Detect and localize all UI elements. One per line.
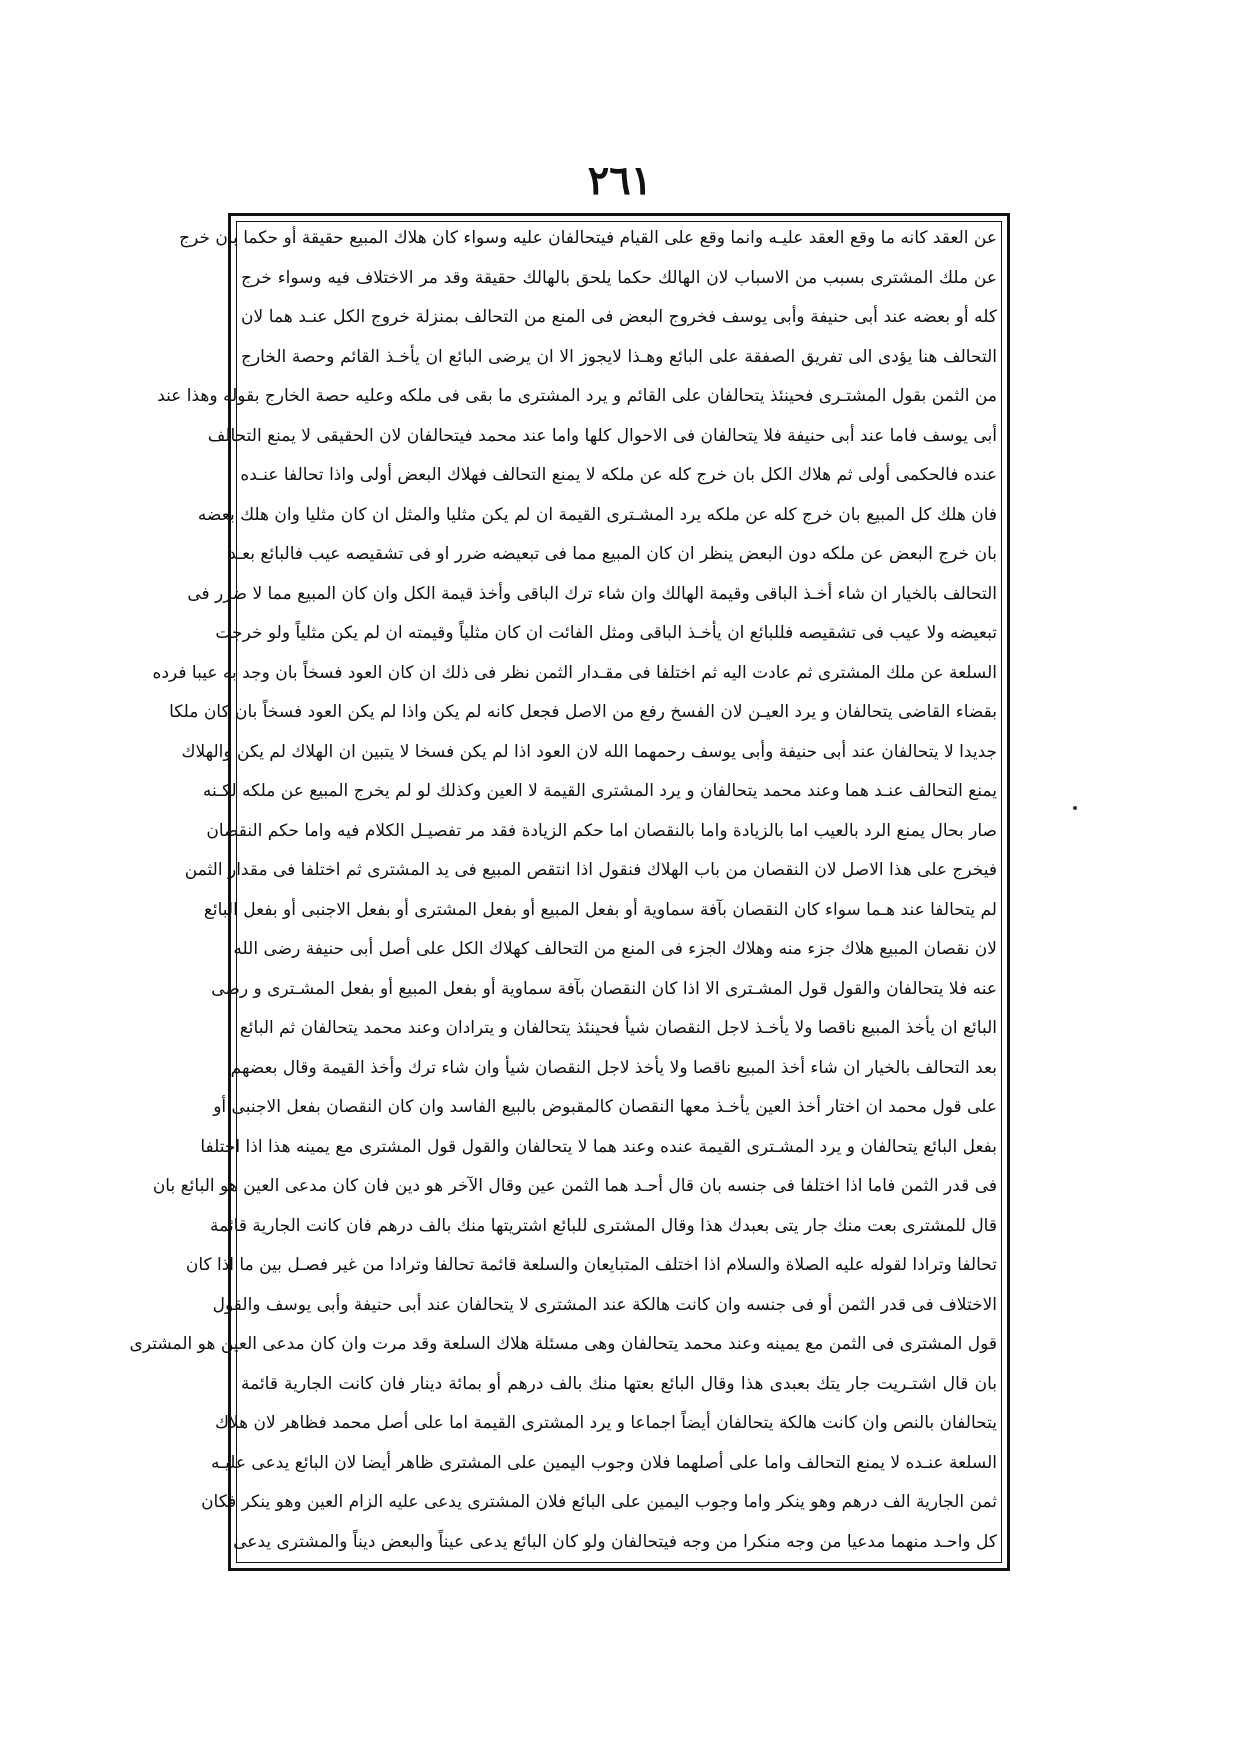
text-line: قال للمشترى بعت منك جار يتى بعبدك هذا وقال المشترى للبائع اشتريتها منك بالف درهم فان كانت الجارية قائمة	[210, 1215, 997, 1236]
text-line: كله أو بعضه عند أبى حنيفة وأبى يوسف فخروج البعض فى المنع من التحالف بمنزلة خروج الكل عنـد هما لان	[241, 307, 997, 327]
text-line: لم يتحالفا عند هـما سواء كان النقصان بآفة سماوية أو بفعل المبيع أو بفعل المشترى أو بفعل الاجنبى أو بفعل البائع	[203, 899, 997, 920]
text-line: بعد التحالف بالخيار ان شاء أخذ المبيع ناقصا ولا يأخذ لاجل النقصان شيأ وان شاء ترك وأخذ القيمة وقال بعضهم	[230, 1057, 997, 1078]
text-line: على قول محمد ان اختار أخذ العين يأخـذ معها النقصان كالمقبوض بالبيع الفاسد وان كان النقصان بفعل الاجنبى أو	[213, 1097, 997, 1117]
text-line: البائع ان يأخذ المبيع ناقصا ولا يأخـذ لاجل النقصان شيأ فحينئذ يتحالفان و يترادان وعند محمد يتحالفان ثم البائع	[239, 1018, 997, 1038]
margin-dot	[1073, 806, 1077, 810]
text-line: قول المشترى فى الثمن مع يمينه وعند محمد يتحالفان وهى مسئلة هلاك السلعة وقد مرت وان كان مدعى العين هو المشترى	[129, 1334, 997, 1354]
text-line: الاختلاف فى قدر الثمن أو فى جنسه وان كانت هالكة عند المشترى لا يتحالفان عند أبى حنيفة وأبى يوسف والقول	[212, 1294, 997, 1315]
text-line: كل واحـد منهما مدعيا من وجه منكرا من وجه فيتحالفان ولو كان البائع يدعى عيناً والبعض ديناً والمشترى يدعى	[233, 1531, 997, 1552]
text-line: بفعل البائع يتحالفان و يرد المشـترى القيمة عنده وعند هما لا يتحالفان والقول قول المشترى مع يمينه هذا اذا اختلفا	[200, 1136, 997, 1157]
text-line: ثمن الجارية الف درهم وهو ينكر واما وجوب اليمين على البائع فلان المشترى يدعى عليه الزام العين وهو ينكر فكان	[201, 1492, 997, 1512]
text-line: بان خرج البعض عن ملكه دون البعض ينظر ان كان المبيع مما فى تبعيضه ضرر او فى تشقيصه عيب فالبائع بعـد	[228, 544, 997, 564]
text-line: عن العقد كانه ما وقع العقد عليـه وانما وقع على القيام فيتحالفان عليه وسواء كان هلاك المبيع حقيقة أو حكما بان خرج	[179, 228, 997, 248]
text-line: عنه فلا يتحالفان والقول قول المشـترى الا اذا كان النقصان بآفة سماوية أو بفعل المبيع أو بفعل المشـترى و رضى	[211, 978, 997, 999]
text-line: جديدا لا يتحالفان عند أبى حنيفة وأبى يوسف رحمهما الله لان العود اذا لم يكن فسخا لا يتبين ان الهلاك لم يكن والهلاك	[181, 741, 997, 762]
text-line: تحالفا وترادا لقوله عليه الصلاة والسلام اذا اختلف المتبايعان والسلعة قائمة تحالفا وترادا من غير فصـل بين ما اذا كان	[185, 1255, 997, 1275]
text-line: بان قال اشتـريت جار يتك بعبدى هذا وقال البائع بعتها منك بالف درهم أو بمائة دينار فان كانت الجارية قائمة	[241, 1373, 997, 1394]
text-line: تبعيضه ولا عيب فى تشقيصه فللبائع ان يأخـذ الباقى ومثل الفائت ان كان مثلياً وقيمته ان لم يكن مثلياً ولو خرجت	[215, 623, 997, 643]
text-line: السلعة عنـده لا يمنع التحالف واما على أصلهما فلان وجوب اليمين على المشترى ظاهر أيضا لان البائع يدعى عليـه	[211, 1452, 997, 1473]
text-line: السلعة عن ملك المشترى ثم عادت اليه ثم اختلفا فى مقـدار الثمن نظر فى ذلك ان كان العود فسخاً بان وجد به عيبا فرده	[152, 662, 997, 683]
text-line: التحالف بالخيار ان شاء أخـذ الباقى وقيمة الهالك وان شاء ترك الباقى وأخذ قيمة الكل وان كان المبيع مما لا ضرر فى	[187, 583, 997, 604]
text-line: التحالف هنا يؤدى الى تفريق الصفقة على البائع وهـذا لايجوز الا ان يرضى البائع ان يأخـذ القائم وحصة الخارج	[241, 346, 997, 367]
body-text	[129, 219, 997, 1561]
text-line: فيخرج على هذا الاصل لان النقصان من باب الهلاك فنقول اذا انتقص المبيع فى يد المشترى ثم اختلفا فى مقدار الثمن	[184, 860, 997, 880]
text-line: يمنع التحالف عنـد هما وعند محمد يتحالفان و يرد المشترى القيمة لا العين وكذلك لو لم يخرج المبيع عن ملكه لكـنه	[202, 781, 997, 801]
text-line: من الثمن بقول المشتـرى فحينئذ يتحالفان على القائم و يرد المشترى ما بقى فى ملكه وعليه حصة الخارج بقوله وهذا عند	[157, 386, 997, 406]
text-line: يتحالفان بالنص وان كانت هالكة يتحالفان أيضاً اجماعا و يرد المشترى القيمة اما على أصل محمد فظاهر لان هلاك	[215, 1413, 997, 1433]
text-line: فان هلك كل المبيع بان خرج كله عن ملكه يرد المشـترى القيمة ان لم يكن مثليا والمثل ان كان مثليا وان هلك بعضه	[197, 504, 997, 525]
text-line: صار بحال يمنع الرد بالعيب اما بالزيادة واما بالنقصان اما حكم الزيادة فقد مر تفصيـل الكلام فيه واما حكم النقصان	[206, 820, 997, 841]
text-line: عن ملك المشترى بسبب من الاسباب لان الهالك حكما يلحق بالهالك حقيقة وقد مر الاختلاف فيه وسواء خرج	[241, 267, 997, 288]
text-line: فى قدر الثمن فاما اذا اختلفا فى جنسه بان قال أحـد هما الثمن عين وقال الآخر هو دين فان كان مدعى العين هو البائع بان	[152, 1176, 997, 1196]
text-line: عنده فالحكمى أولى ثم هلاك الكل بان خرج كله عن ملكه لا يمنع التحالف فهلاك البعض أولى واذا تحالفا عنـده	[240, 465, 997, 485]
page-number: ٢٦١	[587, 157, 653, 204]
text-line: بقضاء القاضى يتحالفان و يرد العيـن لان الفسخ رفع من الاصل فجعل كانه لم يكن واذا لم يكن العود فسخاً بان كان ملكا	[169, 702, 997, 722]
text-line: أبى يوسف فاما عند أبى حنيفة فلا يتحالفان فى الاحوال كلها واما عند محمد فيتحالفان لان الحقيقى لا يمنع التحالف	[207, 425, 997, 446]
text-line: لان نقصان المبيع هلاك جزء منه وهلاك الجزء فى المنع من التحالف كهلاك الكل على أصل أبى حنيفة رضى الله	[233, 939, 997, 959]
